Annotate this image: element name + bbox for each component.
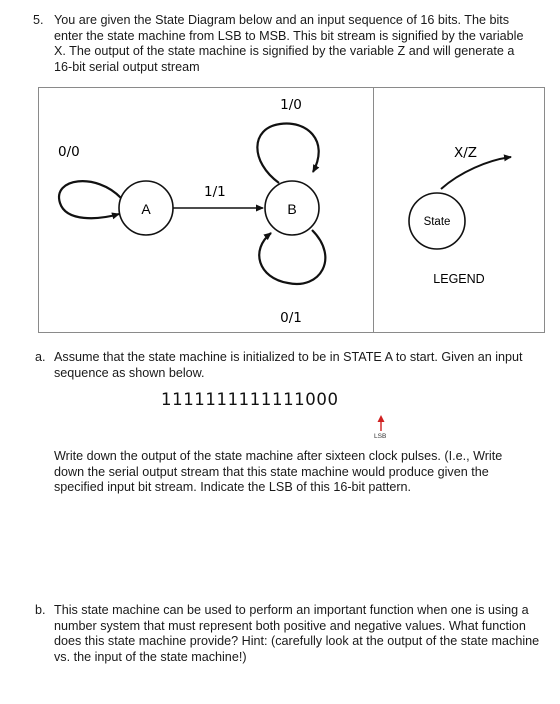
state-b-bottom-self-loop [259, 230, 325, 284]
state-a-self-loop [59, 181, 121, 218]
part-a-letter: a. [35, 350, 46, 364]
a-self-transition-label: 0/0 [58, 144, 80, 160]
input-bit-sequence: 1111111111111000 [161, 390, 339, 409]
part-b-text: This state machine can be used to perform an important function when one is using a number system that must represent both positive and negative values. What function does this state machine provide? Hint: (carefully look at the output of the state machine vs. the input of the state machine!) [54, 603, 540, 664]
part-a-instructions: Write down the output of the state machine after sixteen clock pulses. (I.e., Write down the serial output stream that this state machine would produce given the specified input bit stream. Indicate the LSB of this 16-bit pattern. [54, 449, 503, 494]
question-text: You are given the State Diagram below and an input sequence of 16 bits. The bits enter the state machine from LSB to MSB. This bit stream is signified by the variable X. The output of the state machine is signified by the variable Z and will generate a 16-bit serial output stream [54, 13, 524, 74]
state-b-label: B [287, 201, 297, 217]
legend-title: LEGEND [433, 272, 485, 286]
lsb-label: LSB [374, 433, 387, 440]
lsb-arrowhead-icon [378, 415, 385, 422]
b-top-transition-label: 1/0 [280, 97, 302, 113]
state-b-top-self-loop [257, 123, 318, 183]
legend-transition-arrow [441, 157, 511, 189]
state-a-label: A [141, 201, 151, 217]
a-to-b-transition-label: 1/1 [204, 184, 226, 200]
part-b-letter: b. [35, 603, 46, 617]
legend-state-label: State [423, 216, 451, 228]
b-bottom-transition-label: 0/1 [280, 310, 302, 326]
part-a-text: Assume that the state machine is initialized to be in STATE A to start. Given an input sequence as shown below. [54, 350, 523, 380]
question-number: 5. [33, 13, 44, 27]
legend-transition-label: X/Z [454, 145, 478, 161]
